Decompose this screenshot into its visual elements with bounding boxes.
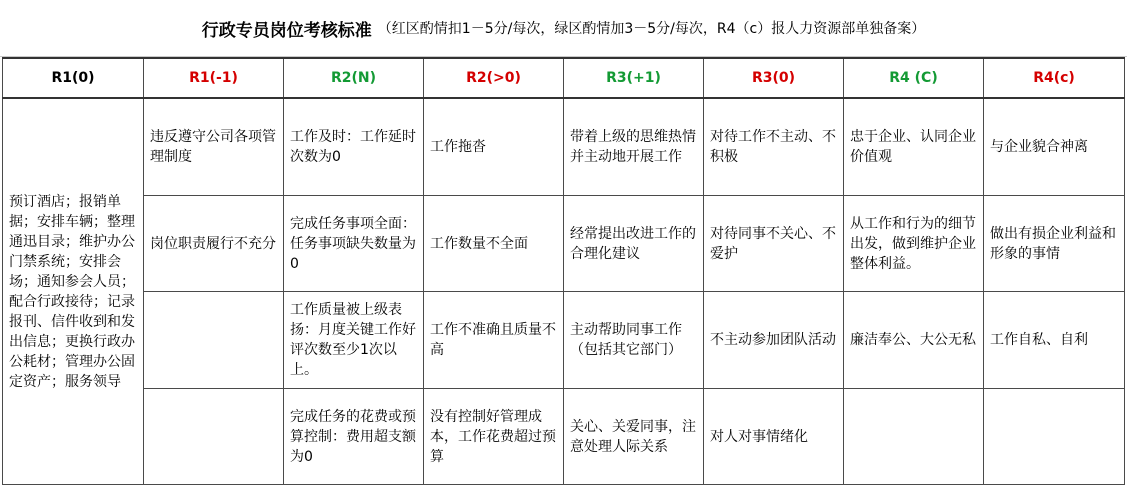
header-r3-0[interactable]: R3(0) xyxy=(704,58,844,98)
header-r2-n[interactable]: R2(N) xyxy=(284,58,424,98)
cell-r3-c6[interactable]: 廉洁奉公、大公无私 xyxy=(844,292,984,389)
cell-r2-c7[interactable]: 做出有损企业利益和形象的事情 xyxy=(984,196,1125,292)
header-r4-lower-c[interactable]: R4(c) xyxy=(984,58,1125,98)
cell-r4-c1[interactable] xyxy=(144,389,284,485)
cell-r1-c2[interactable]: 工作及时：工作延时次数为0 xyxy=(284,98,424,196)
cell-r2-c6[interactable]: 从工作和行为的细节出发，做到维护企业整体利益。 xyxy=(844,196,984,292)
cell-r2-c5[interactable]: 对待同事不关心、不爱护 xyxy=(704,196,844,292)
cell-r3-c1[interactable] xyxy=(144,292,284,389)
table-row xyxy=(3,196,1125,292)
table-row xyxy=(3,292,1125,389)
cell-r3-c7[interactable]: 工作自私、自利 xyxy=(984,292,1125,389)
assessment-table xyxy=(2,57,1125,485)
cell-r1-c3[interactable]: 工作拖沓 xyxy=(424,98,564,196)
header-r1-0[interactable]: R1(0) xyxy=(3,58,144,98)
cell-r3-c3[interactable]: 工作不准确且质量不高 xyxy=(424,292,564,389)
sheet-title xyxy=(0,0,1127,57)
title-main: 行政专员岗位考核标准 xyxy=(201,20,372,41)
table-row xyxy=(3,98,1125,196)
cell-r4-c3[interactable]: 没有控制好管理成本，工作花费超过预算 xyxy=(424,389,564,485)
duties-cell[interactable]: 预订酒店；报销单据；安排车辆；整理通迅目录；维护办公门禁系统；安排会场；通知参会人员；配合行政接待；记录报刊、信件收到和发出信息；更换行政办公耗材；管理办公固定资产；服务领导 xyxy=(3,98,144,485)
cell-r4-c7[interactable] xyxy=(984,389,1125,485)
cell-r1-c6[interactable]: 忠于企业、认同企业价值观 xyxy=(844,98,984,196)
cell-r1-c1[interactable]: 违反遵守公司各项管理制度 xyxy=(144,98,284,196)
cell-r1-c7[interactable]: 与企业貌合神离 xyxy=(984,98,1125,196)
cell-r4-c5[interactable]: 对人对事情绪化 xyxy=(704,389,844,485)
cell-r2-c1[interactable]: 岗位职责履行不充分 xyxy=(144,196,284,292)
cell-r4-c4[interactable]: 关心、关爱同事，注意处理人际关系 xyxy=(564,389,704,485)
header-r1-minus1[interactable]: R1(-1) xyxy=(144,58,284,98)
cell-r1-c5[interactable]: 对待工作不主动、不积极 xyxy=(704,98,844,196)
cell-r4-c6[interactable] xyxy=(844,389,984,485)
header-r4-upper-c[interactable]: R4 (C) xyxy=(844,58,984,98)
cell-r2-c3[interactable]: 工作数量不全面 xyxy=(424,196,564,292)
cell-r3-c2[interactable]: 工作质量被上级表扬：月度关键工作好评次数至少1次以上。 xyxy=(284,292,424,389)
header-r2-gt0[interactable]: R2(>0) xyxy=(424,58,564,98)
title-note: （红区酌情扣1－5分/每次，绿区酌情加3－5分/每次，R4（c）报人力资源部单独备案） xyxy=(377,21,926,37)
header-row xyxy=(3,58,1125,98)
cell-r2-c4[interactable]: 经常提出改进工作的合理化建议 xyxy=(564,196,704,292)
cell-r1-c4[interactable]: 带着上级的思维热情并主动地开展工作 xyxy=(564,98,704,196)
table-row xyxy=(3,389,1125,485)
cell-r3-c5[interactable]: 不主动参加团队活动 xyxy=(704,292,844,389)
header-r3-plus1[interactable]: R3(+1) xyxy=(564,58,704,98)
cell-r3-c4[interactable]: 主动帮助同事工作（包括其它部门） xyxy=(564,292,704,389)
cell-r4-c2[interactable]: 完成任务的花费或预算控制：费用超支额为0 xyxy=(284,389,424,485)
cell-r2-c2[interactable]: 完成任务事项全面：任务事项缺失数量为0 xyxy=(284,196,424,292)
